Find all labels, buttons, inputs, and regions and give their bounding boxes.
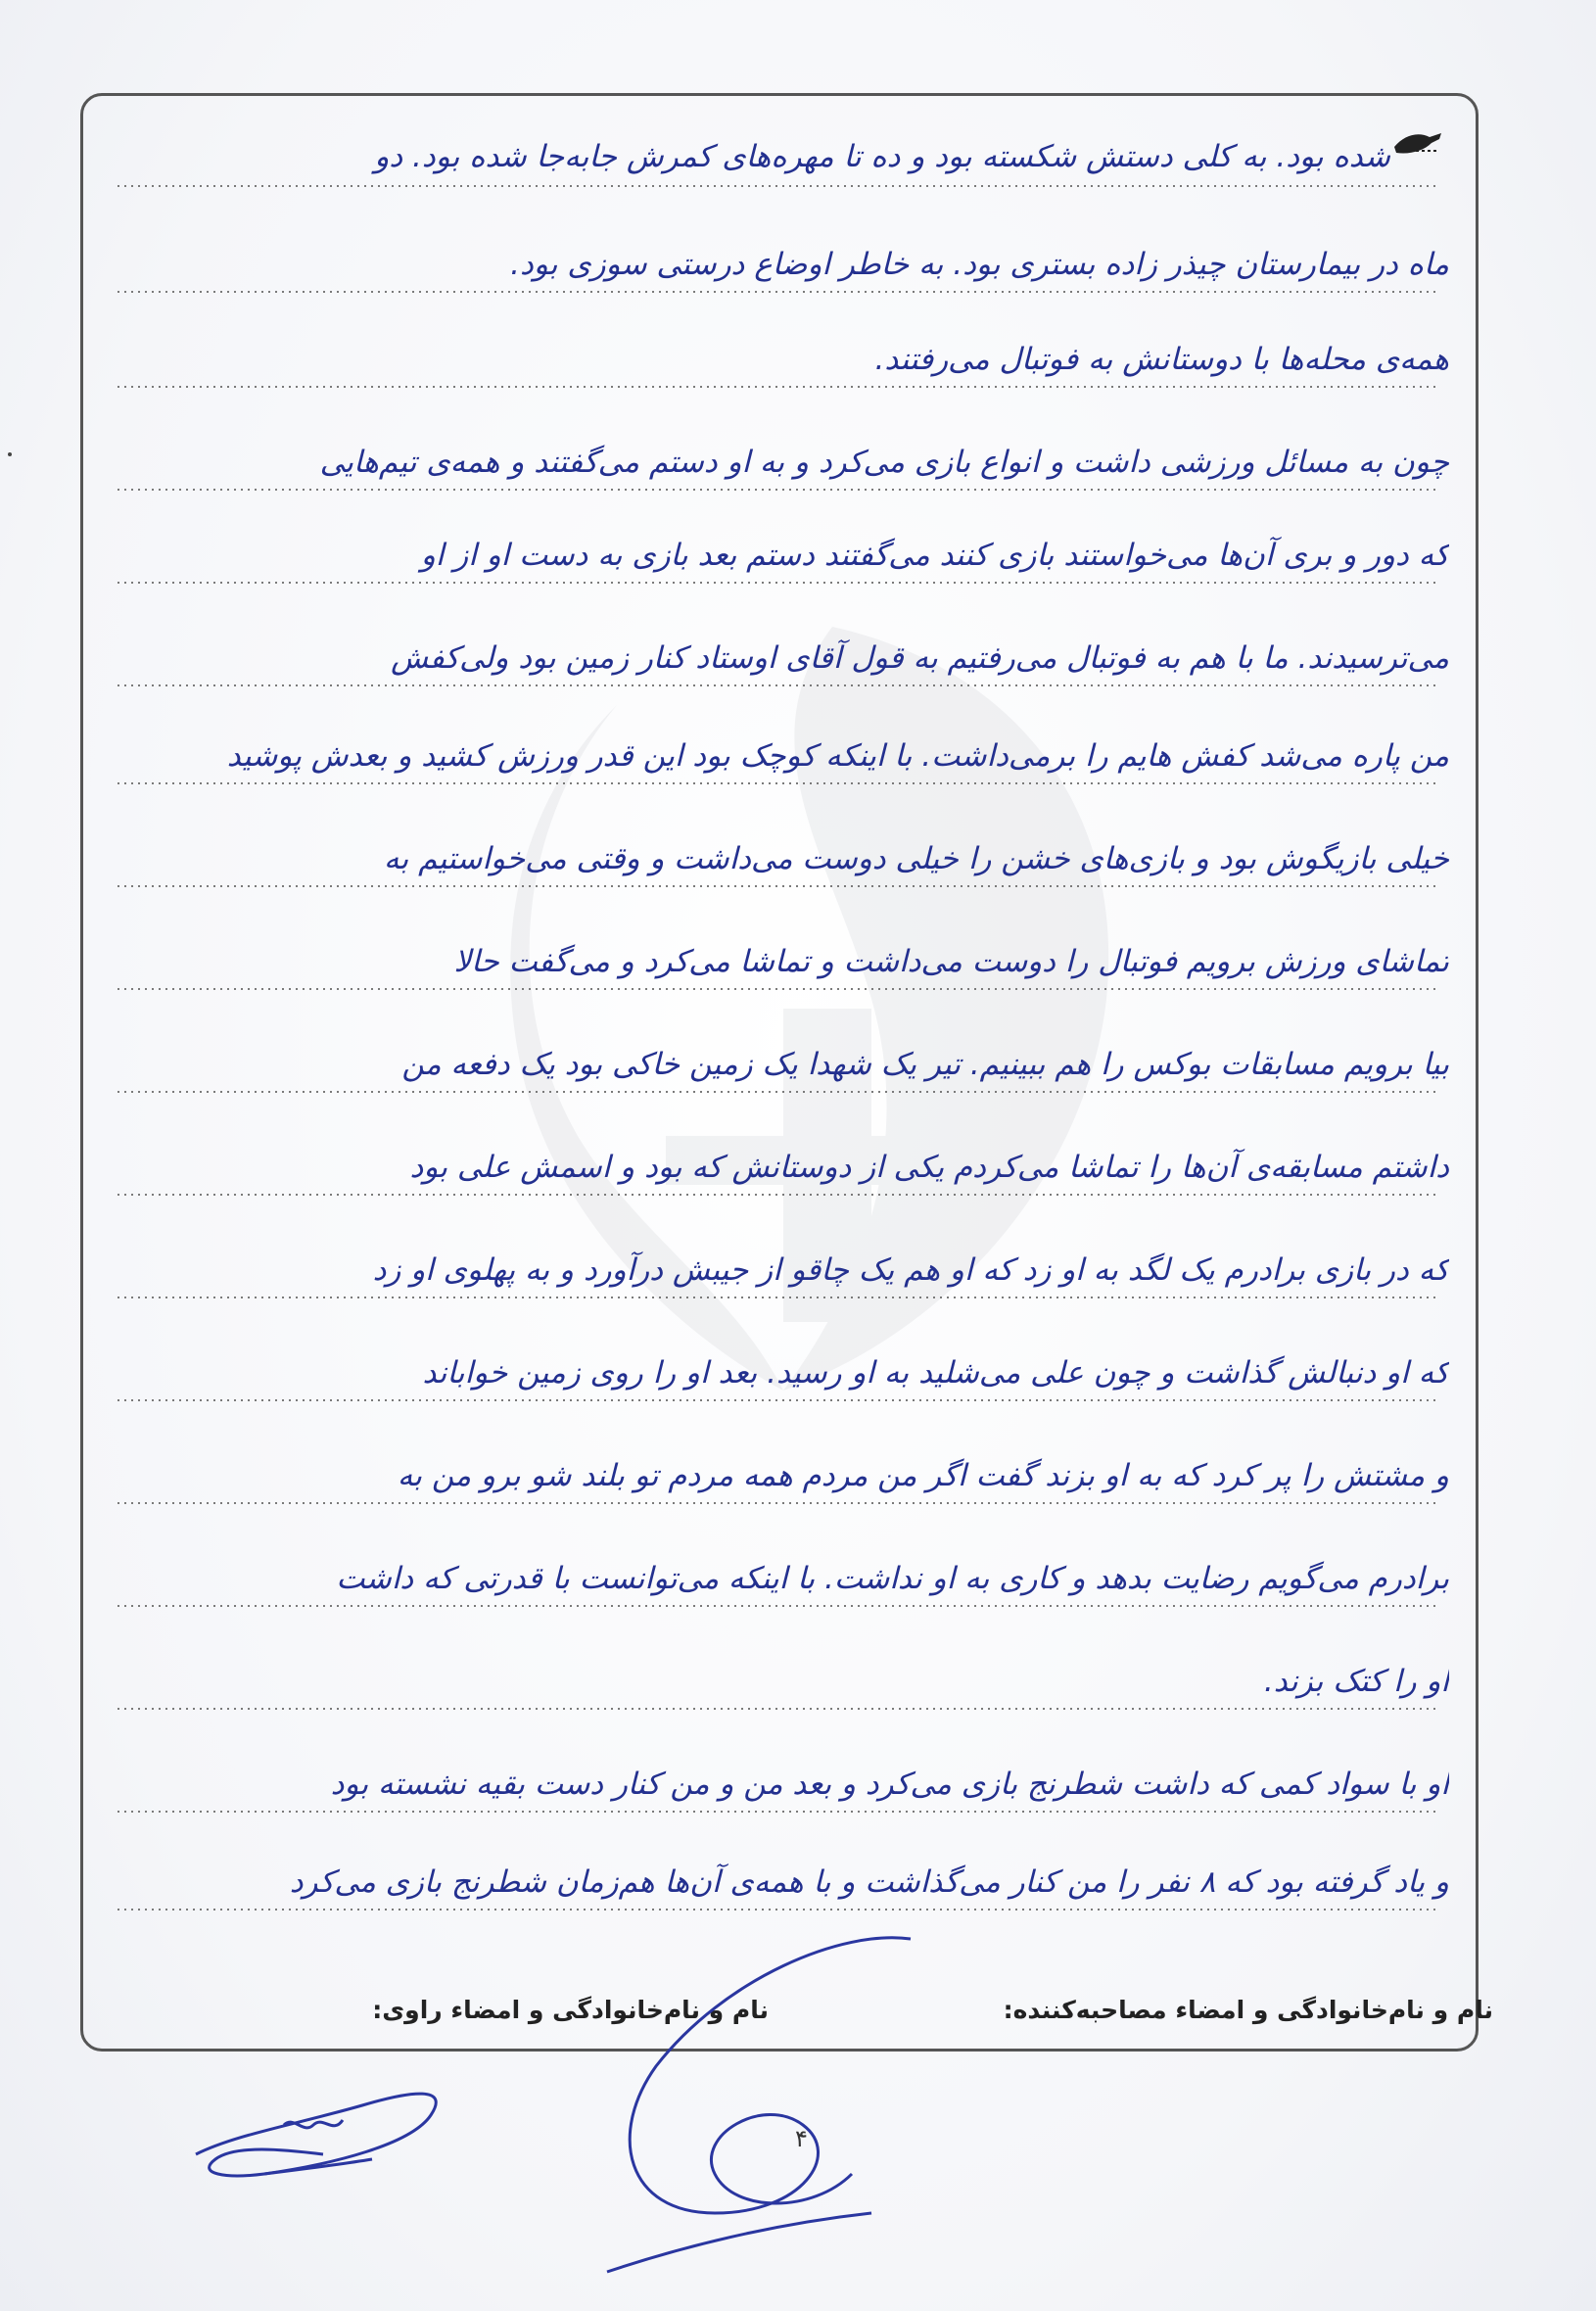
page-number: ۴ [795, 2125, 808, 2152]
text-line-16: او را کتک بزند. [1263, 1664, 1449, 1699]
narrator-label: نام و نام‌خانوادگی و امضاء راوی: [372, 1996, 769, 2024]
interviewer-signature-icon [548, 1919, 1038, 2291]
narrator-signature-icon [176, 2066, 470, 2203]
text-line-12: که در بازی برادرم یک لگد به او زد که او هم یک چاقو از جیبش درآورد و به پهلوی او زد [372, 1252, 1449, 1288]
text-line-1: شده بود. به کلی دستش شکسته بود و ده تا مهره‌های کمرش جابه‌جا شده بود. دو [374, 139, 1390, 174]
text-line-7: من پاره می‌شد کفش هایم را برمی‌داشت. با اینکه کوچک بود این قدر ورزش کشید و بعدش پوشید [226, 738, 1449, 774]
text-line-5: که دور و بری آن‌ها می‌خواستند بازی کنند می‌گفتند دستم بعد بازی به دست او از او [420, 538, 1449, 573]
text-line-18: و یاد گرفته بود که ۸ نفر را من کنار می‌گذاشت و با همه‌ی آن‌ها هم‌زمان شطرنج بازی می‌کرد [289, 1864, 1449, 1900]
margin-dot [8, 452, 12, 456]
text-line-4: چون به مسائل ورزشی داشت و انواع بازی می‌کرد و به او دستم می‌گفتند و همه‌ی تیم‌هایی [319, 445, 1449, 480]
text-line-17: او با سواد کمی که داشت شطرنج بازی می‌کرد و بعد من و من کنار دست بقیه نشسته بود [330, 1767, 1449, 1802]
text-line-3: همه‌ی محله‌ها با دوستانش به فوتبال می‌رفتند. [874, 342, 1449, 377]
text-line-8: خیلی بازیگوش بود و بازی‌های خشن را خیلی دوست می‌داشت و وقتی می‌خواستیم به [384, 841, 1449, 876]
text-line-11: داشتم مسابقه‌ی آن‌ها را تماشا می‌کردم یکی از دوستانش که بود و اسمش علی بود [409, 1150, 1449, 1185]
interviewer-label: نام و نام‌خانوادگی و امضاء مصاحبه‌کننده: [1003, 1996, 1493, 2024]
text-line-9: تماشای ورزش برویم فوتبال را دوست می‌داشت و تماشا می‌کرد و می‌گفت حالا [453, 944, 1449, 979]
text-line-6: می‌ترسیدند. ما با هم به فوتبال می‌رفتیم به قول آقای اوستاد کنار زمین بود ولی‌کفش [391, 640, 1449, 676]
text-line-2: ماه در بیمارستان چیذر زاده بستری بود. به خاطر اوضاع درستی سوزی بود. [510, 247, 1449, 282]
text-line-10: بیا برویم مسابقات بوکس را هم ببینیم. تیر یک شهدا یک زمین خاکی بود یک دفعه من [401, 1047, 1449, 1082]
text-line-15: برادرم می‌گویم رضایت بدهد و کاری به او نداشت. با اینکه می‌توانست با قدرتی که داشت [336, 1561, 1449, 1596]
text-line-13: که او دنبالش گذاشت و چون علی می‌شلید به او رسید. بعد او را روی زمین خواباند [422, 1355, 1449, 1391]
text-line-14: و مشتش را پر کرد که به او بزند گفت اگر من مردم همه مردم تو بلند شو برو من به [397, 1458, 1449, 1493]
